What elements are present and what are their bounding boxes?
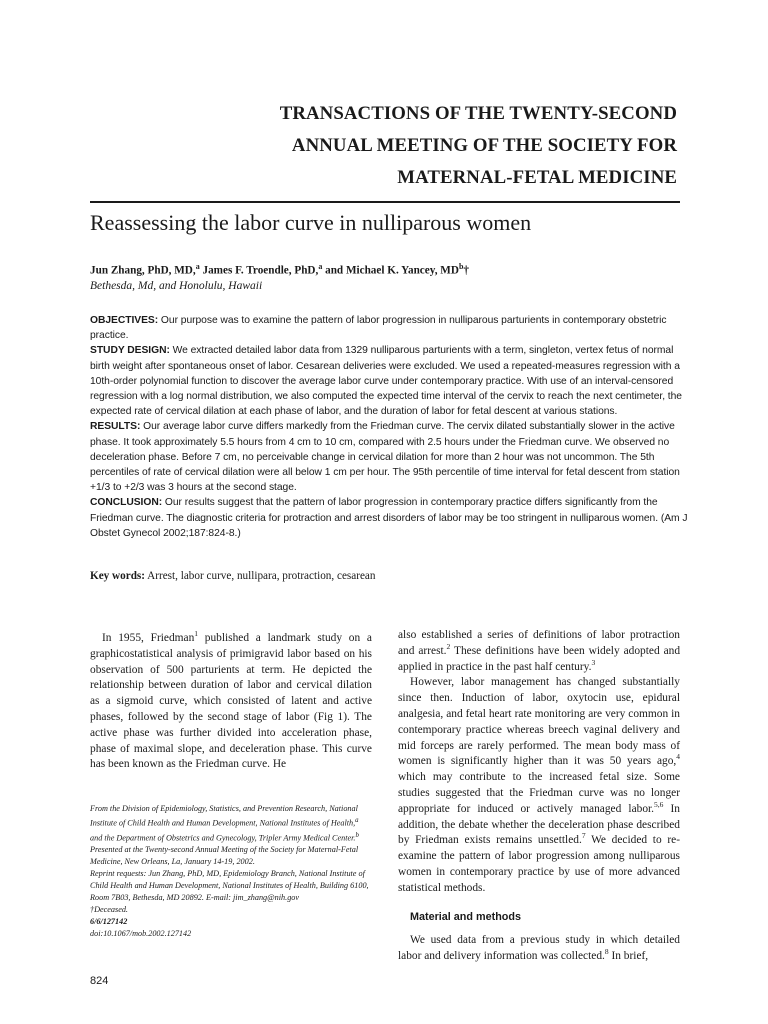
body-paragraph (398, 933, 680, 965)
footnote-text: and the Department of Obstetrics and Gynecology, Tripler Army Medical Center. (90, 833, 356, 843)
citation-link[interactable]: 4 (676, 752, 680, 762)
deceased-mark: † (463, 264, 469, 277)
keywords-label: Key words: (90, 570, 145, 582)
author-name: James F. Troendle, PhD, (199, 264, 319, 277)
abstract-text: Our purpose was to examine the pattern of labor progression in nulliparous parturients in contemporary obstetric practice. (90, 315, 667, 342)
author-name: Jun Zhang, PhD, MD, (90, 264, 196, 277)
footnote-affiliation (90, 803, 372, 844)
citation-link[interactable]: 3 (591, 657, 596, 667)
abstract-label: CONCLUSION: (90, 497, 163, 509)
body-column-left (90, 631, 372, 773)
citation-link[interactable]: 8 (604, 947, 609, 957)
affiliation-mark: a (195, 262, 200, 271)
series-title-line: TRANSACTIONS OF THE TWENTY-SECOND (279, 103, 677, 124)
abstract-objectives (90, 313, 690, 343)
abstract-conclusion (90, 495, 690, 541)
article-code: 6/6/127142 (90, 916, 128, 926)
header-rule (90, 201, 680, 203)
footnotes (90, 803, 372, 939)
abstract-results (90, 419, 690, 495)
body-paragraph (90, 631, 372, 773)
body-text: also established a series of definitions of labor protraction and arrest. (398, 629, 680, 657)
affiliation-mark: a (318, 262, 323, 271)
abstract (90, 313, 690, 541)
keywords-text: Arrest, labor curve, nullipara, protraction, cesarean (145, 570, 376, 582)
body-paragraph (398, 675, 680, 896)
body-text: In addition, the debate whether the deceleration phase described by Friedman exists remains unsettled. (398, 802, 680, 847)
body-text: which may contribute to the increased fetal size. Some studies suggested that the Friedman curve was no longer appropriate for induced or actively managed labor. (398, 771, 680, 815)
body-text: In brief, (608, 950, 649, 963)
citation-link[interactable]: 2 (446, 642, 451, 651)
body-text: These definitions have been widely adopted and applied in practice in the past half century. (398, 644, 681, 673)
series-title-line: ANNUAL MEETING OF THE SOCIETY FOR (291, 135, 677, 156)
citation-link[interactable]: 7 (581, 831, 586, 841)
abstract-label: RESULTS: (90, 421, 141, 433)
article-title: Reassessing the labor curve in nulliparous women (90, 210, 532, 235)
author-location: Bethesda, Md, and Honolulu, Hawaii (90, 280, 263, 292)
body-text: In 1955, Friedman (102, 632, 195, 644)
abstract-study-design (90, 343, 690, 419)
abstract-text: We extracted detailed labor data from 1329 nulliparous parturients with a term, singleton, vertex fetus of normal birth weight after spontaneous onset of labor. Cesarean deliveries were excluded. We used a repeated-measures regression with a 10th-order polynomial function to discover the average labor curve under contemporary practice. With use of an interval-censored regression with a log normal distribution, we also computed the expected time interval of the cervix to reach the next centimeter, the expected rate of cervical dilation at each phase of labor, and the duration of labor for fetal descent at various stations. (90, 345, 682, 418)
body-text: We used data from a previous study in which detailed labor and delivery information was collected. (398, 934, 680, 963)
citation-link[interactable]: 5,6 (654, 799, 664, 809)
author-list (90, 262, 469, 277)
keywords (90, 570, 376, 582)
affiliation-mark: b (458, 262, 464, 271)
footnote-reprint: Reprint requests: Jun Zhang, PhD, MD, Epidemiology Branch, National Institute of Child Health and Human Development, National Institutes of Health, Building 6100, Room 7B03, Bethesda, MD 20892. E-mail: jim_zhang@nih.gov (90, 869, 369, 902)
section-heading: Material and methods (410, 910, 521, 923)
abstract-label: STUDY DESIGN: (90, 345, 170, 357)
footnote-deceased: †Deceased. (90, 904, 128, 914)
footnote-text: From the Division of Epidemiology, Statistics, and Prevention Research, National Institute of Child Health and Human Development, National Institutes of Health, (90, 804, 358, 828)
author-name: and Michael K. Yancey, MD (322, 264, 459, 277)
affiliation-mark: a (355, 816, 359, 824)
series-title-line: MATERNAL-FETAL MEDICINE (397, 167, 677, 188)
footnote-presented: Presented at the Twenty-second Annual Meeting of the Society for Maternal-Fetal Medicine, New Orleans, La, January 14-19, 2002. (90, 845, 359, 867)
series-title (280, 98, 677, 194)
abstract-label: OBJECTIVES: (90, 315, 159, 326)
affiliation-mark: b (355, 831, 359, 839)
abstract-text: Our average labor curve differs markedly from the Friedman curve. The cervix dilated substantially slower in the active phase. It took approximately 5.5 hours from 4 cm to 10 cm, compared with 2.5 hours under the Friedman curve. We observed no deceleration phase. Before 7 cm, no perceivable change in cervical dilation for more than 2 hour was not uncommon. The 5th percentiles of rate of cervical dilation were all below 1 cm per hour. The 95th percentile of time interval for fetal descent from station +1/3 to +2/3 was 3 hours at the second stage. (90, 421, 680, 494)
doi: doi:10.1067/mob.2002.127142 (90, 928, 192, 938)
body-column-right (398, 628, 680, 965)
abstract-text: Our results suggest that the pattern of labor progression in contemporary practice differs significantly from the Friedman curve. The diagnostic criteria for protraction and arrest disorders of labor may be too stringent in nulliparous women. (Am J Obstet Gynecol 2002;187:824-8.) (90, 497, 688, 539)
body-paragraph (398, 628, 680, 675)
body-text: published a landmark study on a graphicostatistical analysis of primigravid labor based on his observation of 500 parturients at term. He depicted the relationship between duration of labor and cervical dilation as a sigmoid curve, which consisted of latent and active phases, followed by the second stage of labor (Fig 1). The active phase was further divided into acceleration phase, phase of maximal slope, and deceleration phase. This curve has been known as the Friedman curve. He (90, 632, 372, 771)
body-text: However, labor management has changed substantially since then. Induction of labor, oxytocin use, epidural analgesia, and fetal heart rate monitoring are very common in contemporary practice whereas breech vaginal delivery and mid forceps are rarely performed. The mean body mass of women is significantly higher than it was 50 years ago, (398, 676, 680, 768)
body-text: We decided to re-examine the pattern of labor progression among nulliparous women in contemporary practice by use of more advanced statistical methods. (398, 834, 680, 894)
page-number: 824 (90, 975, 109, 987)
citation-link[interactable]: 1 (194, 629, 199, 639)
